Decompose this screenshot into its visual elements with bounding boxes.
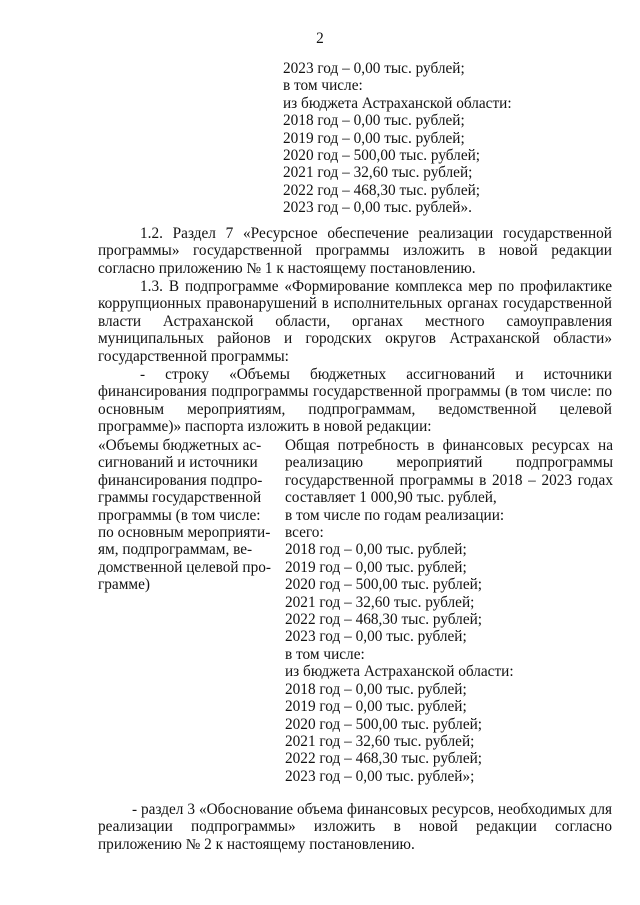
label-line: сигнований и источники [98,454,258,472]
funding-line: 2019 год – 0,00 тыс. рублей; [285,698,467,716]
funding-line: 2019 год – 0,00 тыс. рублей; [285,558,467,576]
paragraph-1-3-item-text: - строку «Объемы бюджетных ассигнований и источники финансирования подпрограммы государственной программы (в том числе: по основным мероприятиям, подпрограммам, ведомственной целевой программе)» паспорта изложить в новой редакции: [98,366,612,436]
label-line: грамме) [98,576,150,594]
funding-line: из бюджета Астраханской области: [285,663,514,681]
label-line: граммы государственной [98,489,262,507]
page-number: 2 [316,30,324,47]
funding-line: в том числе: [285,645,365,663]
paragraph-section-3 [98,801,612,853]
label-line: домственной целевой про- [98,558,272,576]
label-line: ям, подпрограммам, ве- [98,541,253,559]
funding-line: 2023 год – 0,00 тыс. рублей». [283,199,472,217]
passport-row-label [98,437,272,594]
paragraph-1-3-text: 1.3. В подпрограмме «Формирование комплекса мер по профилактике коррупционных правонарушений в исполнительных органах государственной власти Астраханской области, органах местного самоуправления муниципальных районов и городских округов Астраханской области» государственной программы: [98,278,612,365]
paragraph-1-3-item [98,366,612,436]
label-line: программы (в том числе: [98,506,261,524]
funding-line: в том числе: [283,77,363,95]
paragraph-section-3-text: - раздел 3 «Обоснование объема финансовых ресурсов, необходимых для реализации подпрограммы» изложить в новой редакции согласно приложению № 2 к настоящему постановлению. [98,801,612,853]
passport-row-intro: Общая потребность в финансовых ресурсах на реализацию мероприятий подпрограммы государственной программы в 2018 – 2023 годах составляет 1 000,90 тыс. рублей, [285,437,613,507]
passport-row-year-list [285,507,613,786]
funding-line: 2019 год – 0,00 тыс. рублей; [283,129,465,147]
funding-line: 2018 год – 0,00 тыс. рублей; [285,680,467,698]
funding-line: из бюджета Астраханской области: [283,94,512,112]
funding-line: 2022 год – 468,30 тыс. рублей; [285,611,483,629]
funding-line: 2023 год – 0,00 тыс. рублей; [285,628,467,646]
label-line: финансирования подпро- [98,471,263,489]
label-line: по основным мероприяти- [98,524,271,542]
funding-continuation-block [283,60,512,217]
passport-row-value [285,437,613,785]
funding-line: 2021 год – 32,60 тыс. рублей; [283,164,473,182]
funding-line: в том числе по годам реализации: [285,506,505,524]
paragraph-1-2-text: 1.2. Раздел 7 «Ресурсное обеспечение реализации государственной программы» государственной программы изложить в новой редакции согласно приложению № 1 к настоящему постановлению. [98,225,612,277]
funding-line: 2021 год – 32,60 тыс. рублей; [285,732,475,750]
funding-line: 2023 год – 0,00 тыс. рублей»; [285,767,475,785]
funding-line: 2023 год – 0,00 тыс. рублей; [283,60,465,77]
funding-line: 2021 год – 32,60 тыс. рублей; [285,593,475,611]
paragraph-1-3 [98,278,612,365]
funding-line: 2020 год – 500,00 тыс. рублей; [285,715,483,733]
funding-line: 2020 год – 500,00 тыс. рублей; [283,147,481,165]
funding-line: 2022 год – 468,30 тыс. рублей; [283,181,481,199]
paragraph-1-2 [98,225,612,277]
funding-line: всего: [285,524,324,542]
funding-line: 2018 год – 0,00 тыс. рублей; [283,112,465,130]
funding-line: 2022 год – 468,30 тыс. рублей; [285,750,483,768]
label-line: «Объемы бюджетных ас- [98,437,262,454]
funding-line: 2018 год – 0,00 тыс. рублей; [285,541,467,559]
funding-line: 2020 год – 500,00 тыс. рублей; [285,576,483,594]
